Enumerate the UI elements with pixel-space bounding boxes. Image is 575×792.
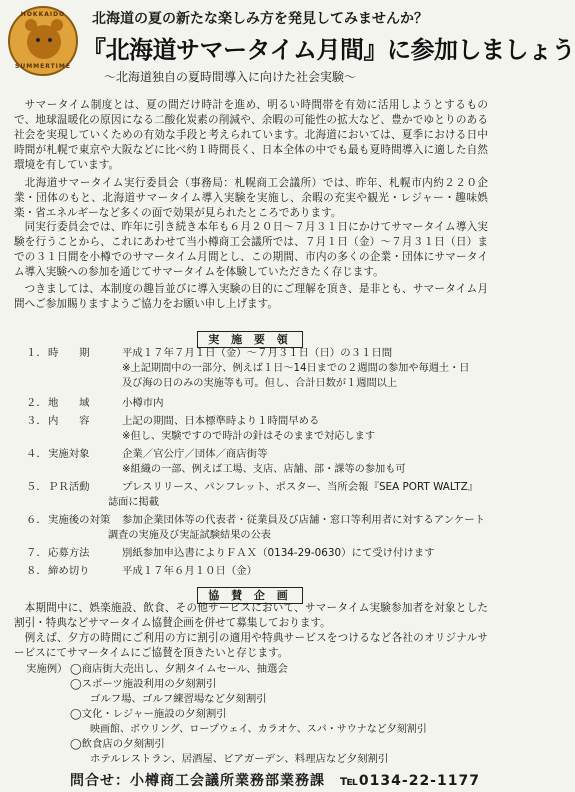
examples-label: 実施例） bbox=[26, 663, 68, 675]
outline-note: 調査の実施及び実証試験結果の公表 bbox=[108, 530, 271, 541]
logo-bottom-text: SUMMERTIME bbox=[15, 63, 71, 70]
logo-top-text: HOKKAIDO bbox=[20, 11, 66, 18]
bear-logo-icon bbox=[27, 25, 61, 59]
organization-logo bbox=[8, 6, 78, 76]
example-detail: ゴルフ場、ゴルフ練習場など夕刻割引 bbox=[90, 693, 267, 705]
example-item: ◯商店街大売出し、夕割タイムセール、抽選会 bbox=[70, 663, 288, 675]
outline-note: ※組織の一部、例えば工場、支店、店舗、部・課等の参加も可 bbox=[122, 464, 406, 475]
intro-paragraph-4: つきましては、本制度の趣旨並びに導入実験の目的にご理解を頂き、是非とも、サマータイム月間へご参加賜りますようご協力をお願い申し上げます。 bbox=[14, 283, 488, 310]
page-title: 『北海道サマータイム月間』に参加しましょう bbox=[82, 36, 575, 64]
cooperation-title: 協 賛 企 画 bbox=[197, 587, 303, 604]
intro-paragraph-1: サマータイム制度とは、夏の間だけ時計を進め、明るい時間帯を有効に活用しようとするもので、地球温暖化の原因になる二酸化炭素の削減や、余暇の可能性の拡大など、豊かでゆとりのある社会を実現していくための有効な手段と考えられています。北海道においては、夏季における日中時間が札幌で東京や大阪などに比べ約１時間長く、日本全体の中でも最も夏時間導入に適した自然環境を有しています。 bbox=[14, 99, 488, 171]
outline-note: 及び海の日のみの実施等も可。但し、合計日数が１週間以上 bbox=[122, 378, 398, 389]
intro-paragraph-3: 同実行委員会では、昨年に引き続き本年も６月２０日〜７月３１日にかけてサマータイム導入実験を行うことから、これにあわせて当小樽商工会議所では、７月１日（金）〜７月３１日（日）までの３１日間を小樽でのサマータイム月間とし、この期間、市内の多くの企業・団体にサマータイム導入実験への参加を通じてサマータイムを体験していただきたく存じます。 bbox=[14, 221, 488, 278]
cooperation-paragraph-2: 例えば、夕方の時間にご利用の方に割引の適用や特典サービスをつけるなど各社のオリジナルサービスにてサマータイムにご協賛を頂きたいと存じます。 bbox=[14, 632, 488, 659]
outline-title: 実 施 要 領 bbox=[197, 331, 303, 348]
outline-note: ※但し、実験ですので時計の針はそのままで対応します bbox=[122, 431, 376, 442]
headline: 北海道の夏の新たな楽しみ方を発見してみませんか？ bbox=[92, 11, 428, 27]
outline-section-header bbox=[0, 328, 500, 347]
contact-footer: 問合せ：小樽商工会議所業務部業務課 ℡0134-22-1177 bbox=[70, 773, 480, 789]
outline-note: ※上記期間中の一部分、例えば１日〜14日までの２週間の参加や毎週土・日 bbox=[122, 363, 470, 374]
example-item: ◯飲食店の夕刻割引 bbox=[70, 738, 165, 750]
example-item: ◯スポーツ施設利用の夕刻割引 bbox=[70, 678, 217, 690]
outline-note: 誌面に掲載 bbox=[108, 497, 159, 508]
example-detail: ホテルレストラン、居酒屋、ビアガーデン、料理店など夕刻割引 bbox=[90, 753, 389, 765]
intro-paragraph-2: 北海道サマータイム実行委員会（事務局：札幌商工会議所）では、昨年、札幌市内約２２０企業・団体のもと、北海道サマータイム導入実験を実施し、余暇の充実や観光・レジャー・趣味娯楽・省エネルギーなど多くの面で効果が見られたところであります。 bbox=[14, 177, 488, 219]
cooperation-paragraph-1: 本期間中に、娯楽施設、飲食、その他サービスにおいて、サマータイム実験参加者を対象とした割引・特典などサマータイム協賛企画を併せて募集しております。 bbox=[14, 602, 488, 629]
example-detail: 映画館、ボウリング、ロープウェイ、カラオケ、スパ・サウナなど夕刻割引 bbox=[90, 724, 427, 735]
page-subtitle: 〜北海道独自の夏時間導入に向けた社会実験〜 bbox=[104, 70, 357, 84]
example-item: ◯文化・レジャー施設の夕刻割引 bbox=[70, 708, 227, 720]
